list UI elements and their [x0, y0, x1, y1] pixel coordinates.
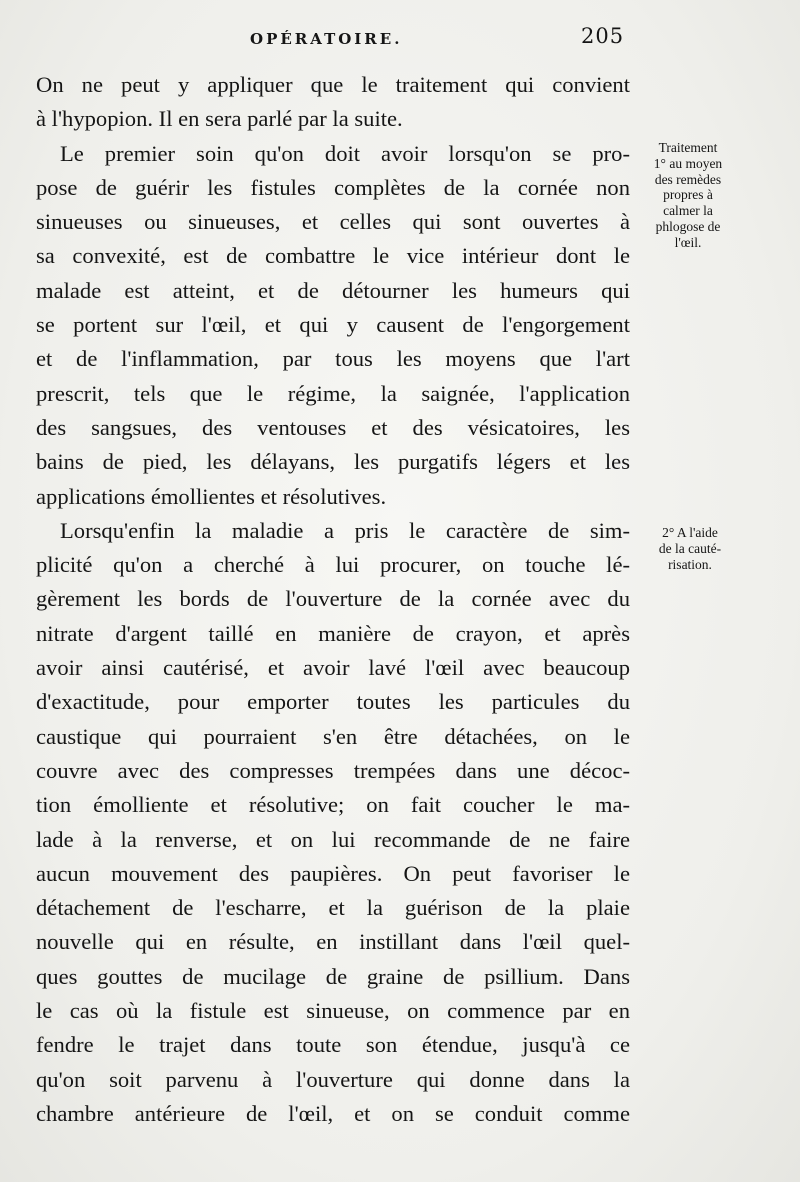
- margin-note-line: 1° au moyen: [653, 155, 723, 171]
- text-line: détachement de l'escharre, et la guérison de la plaie: [36, 895, 630, 921]
- margin-note-line: des remèdes: [654, 171, 722, 187]
- margin-note-line: calmer la: [663, 203, 713, 219]
- text-line: pose de guérir les fistules complètes de la cornée non: [36, 174, 630, 200]
- text-line: bains de pied, les délayans, les purgatifs légers et les: [36, 449, 630, 475]
- text-line: d'exactitude, pour emporter toutes les particules du: [36, 689, 630, 715]
- text-line: le cas où la fistule est sinueuse, on commence par en: [36, 998, 630, 1024]
- text-line: et de l'inflammation, par tous les moyens que l'art: [36, 346, 630, 372]
- text-line: gèrement les bords de l'ouverture de la cornée avec du: [36, 586, 630, 612]
- margin-note-line: risation.: [668, 556, 712, 572]
- text-line: ques gouttes de mucilage de graine de psillium. Dans: [36, 963, 630, 989]
- margin-note-line: 2° A l'aide: [662, 525, 718, 540]
- margin-note-treatment: [633, 140, 743, 251]
- text-line: chambre antérieure de l'œil, et on se conduit comme: [36, 1100, 630, 1126]
- margin-note-line: Traitement: [658, 140, 718, 155]
- text-line: malade est atteint, et de détourner les humeurs qui: [36, 277, 630, 303]
- text-line: caustique qui pourraient s'en être détachées, on le: [36, 723, 630, 749]
- text-line: sa convexité, est de combattre le vice intérieur dont le: [36, 243, 630, 269]
- margin-note-line: de la cauté-: [658, 540, 722, 556]
- text-line: sinueuses ou sinueuses, et celles qui sont ouvertes à: [36, 209, 630, 235]
- text-line: avoir ainsi cautérisé, et avoir lavé l'œil avec beaucoup: [36, 655, 630, 681]
- text-line: prescrit, tels que le régime, la saignée, l'application: [36, 380, 630, 406]
- text-line: qu'on soit parvenu à l'ouverture qui donne dans la: [36, 1066, 630, 1092]
- text-line: On ne peut y appliquer que le traitement qui convient: [36, 72, 630, 97]
- text-line: plicité qu'on a cherché à lui procurer, on touche lé-: [36, 552, 630, 578]
- text-line: des sangsues, des ventouses et des vésicatoires, les: [36, 414, 630, 440]
- text-line: aucun mouvement des paupières. On peut favoriser le: [36, 860, 630, 886]
- text-line: nitrate d'argent taillé en manière de crayon, et après: [36, 620, 630, 646]
- body-text: [36, 68, 630, 1131]
- page-number: 205: [581, 24, 625, 48]
- text-line: lade à la renverse, et on lui recommande de ne faire: [36, 826, 630, 852]
- text-line: nouvelle qui en résulte, en instillant dans l'œil quel-: [36, 929, 630, 955]
- margin-note-line: propres à: [663, 187, 713, 203]
- text-line: couvre avec des compresses trempées dans une décoc-: [36, 757, 630, 783]
- margin-note-line: phlogose de: [655, 218, 721, 234]
- running-title: OPÉRATOIRE.: [250, 30, 403, 48]
- text-line: à l'hypopion. Il en sera parlé par la suite.: [36, 106, 403, 132]
- text-line: Le premier soin qu'on doit avoir lorsqu'on se pro-: [60, 140, 630, 166]
- text-line: Lorsqu'enfin la maladie a pris le caractère de sim-: [60, 517, 630, 543]
- text-line: fendre le trajet dans toute son étendue, jusqu'à ce: [36, 1032, 630, 1058]
- text-line: applications émollientes et résolutives.: [36, 483, 387, 509]
- text-line: tion émolliente et résolutive; on fait coucher le ma-: [36, 792, 630, 818]
- margin-note-cauterization: [640, 525, 740, 572]
- margin-note-line: l'œil.: [674, 234, 702, 250]
- text-line: se portent sur l'œil, et qui y causent de l'engorgement: [36, 312, 630, 338]
